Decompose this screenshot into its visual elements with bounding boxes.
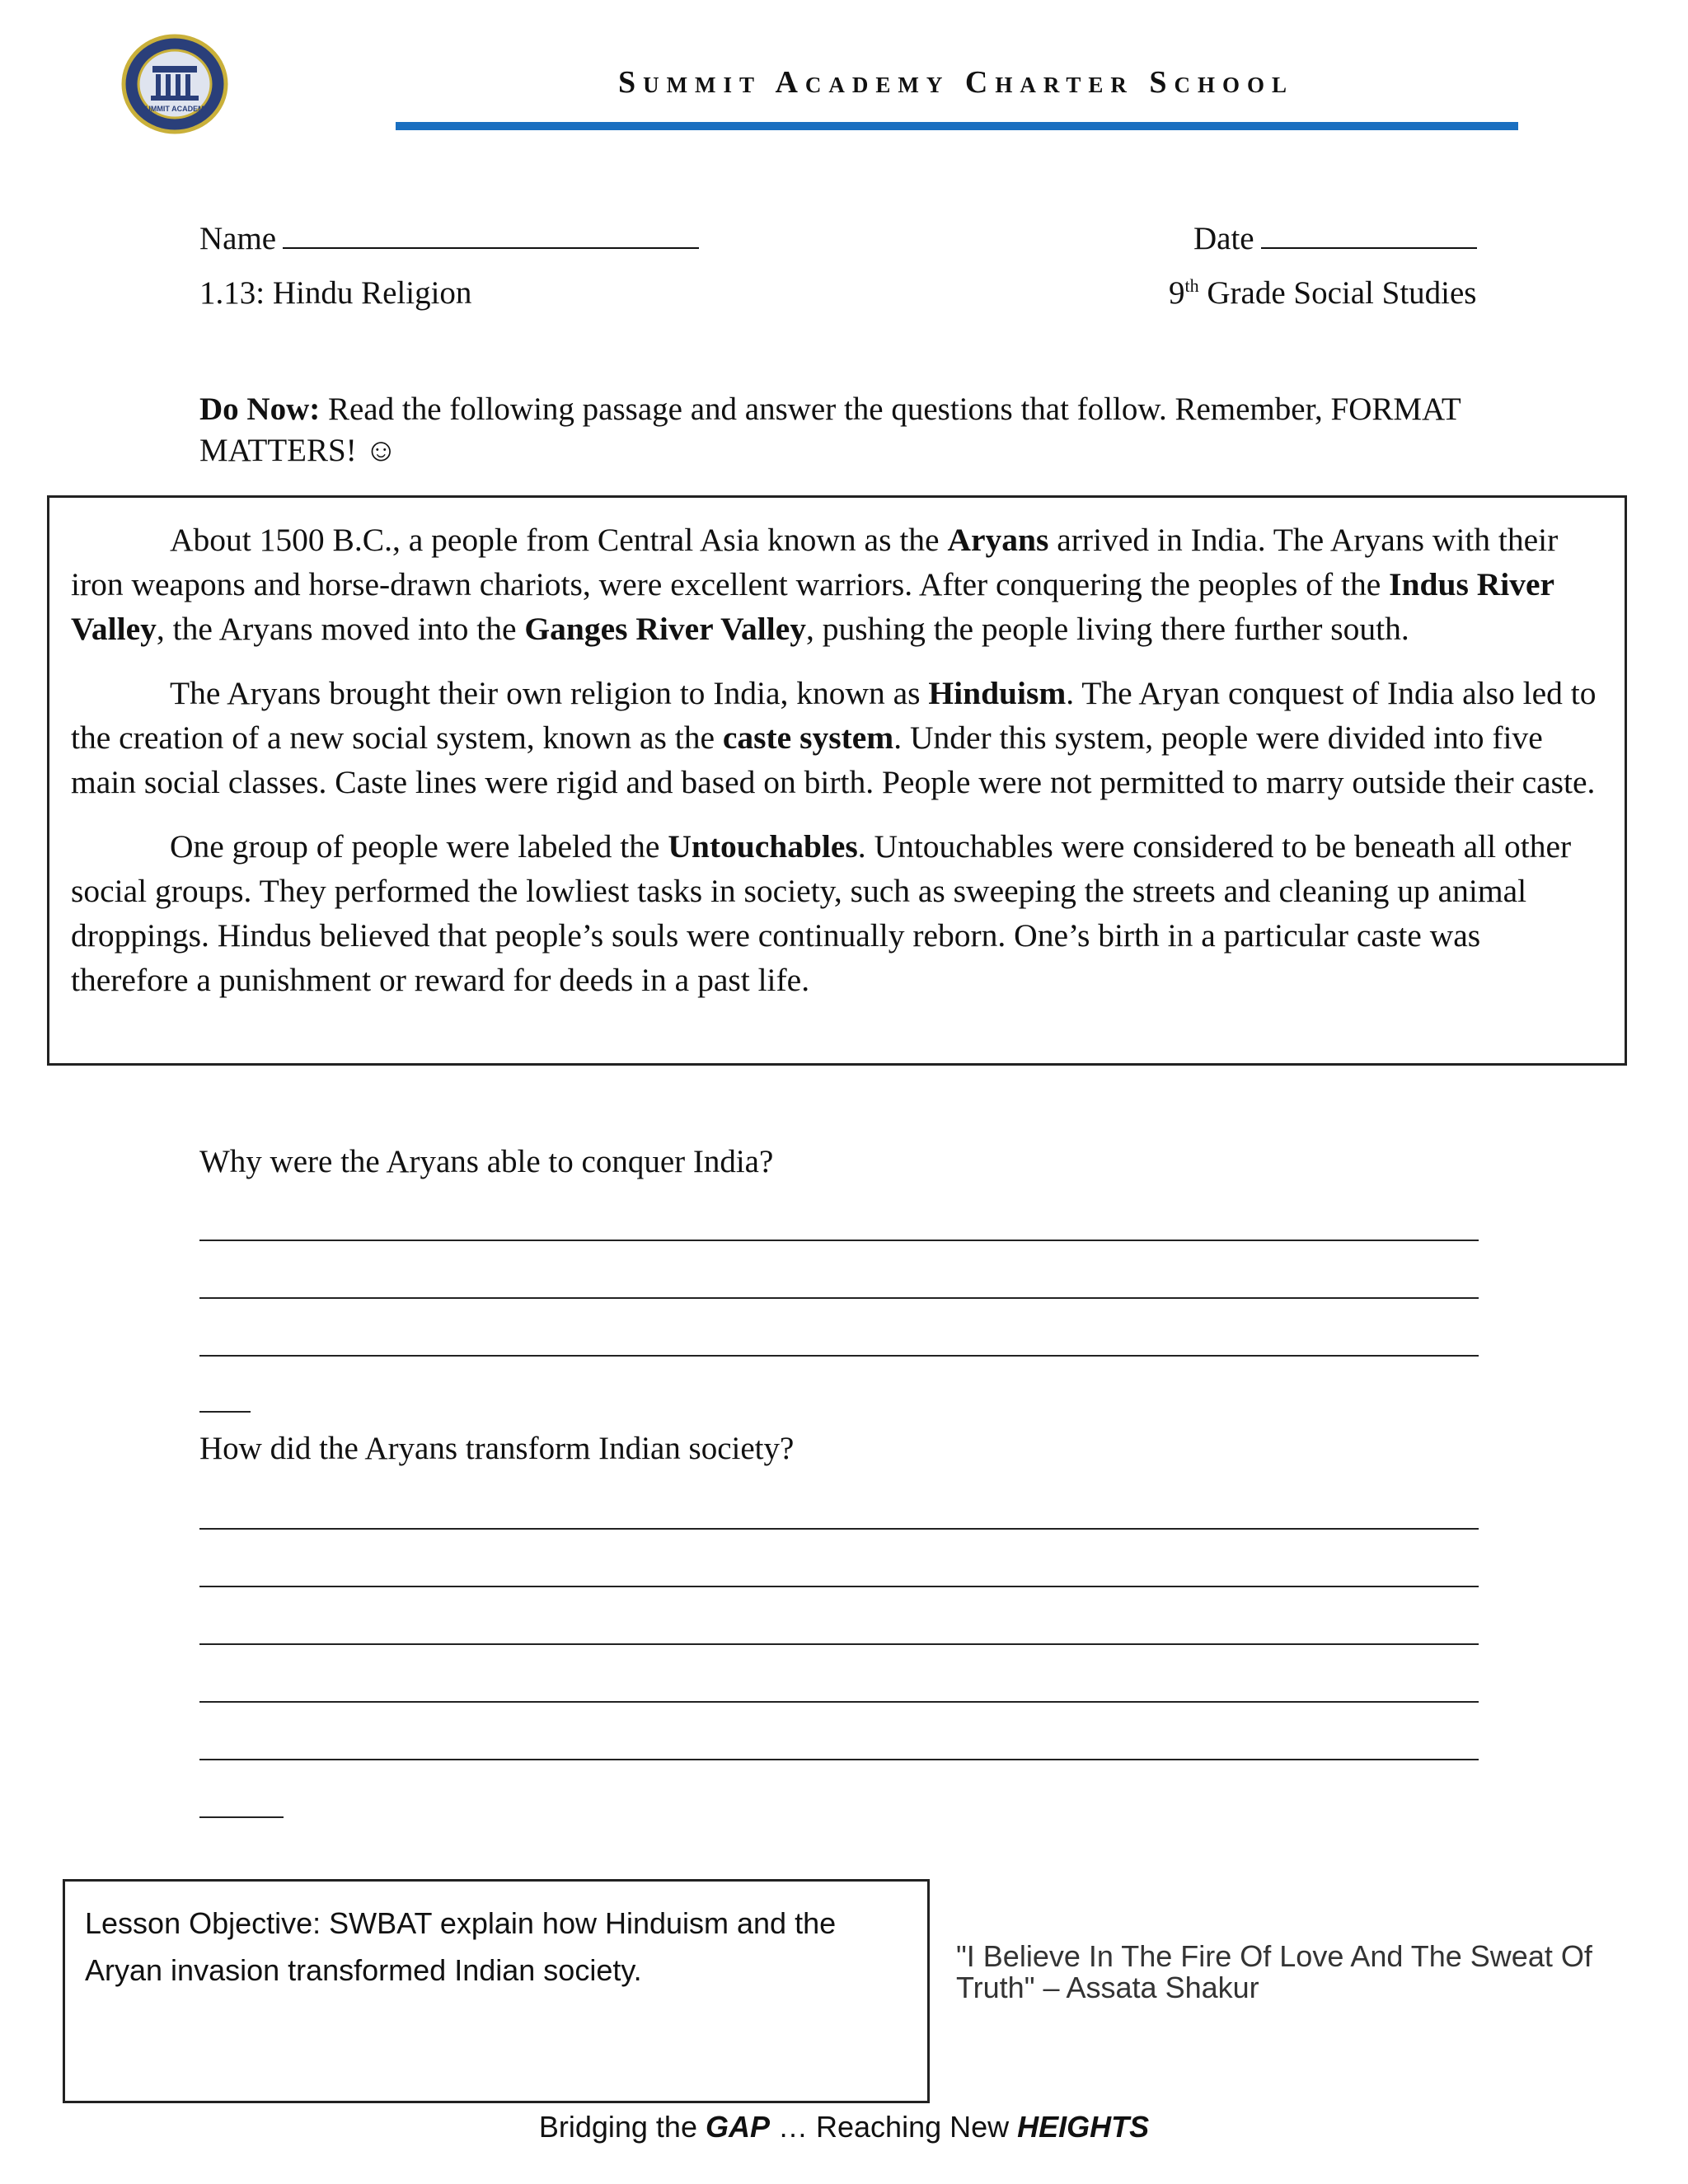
date-field[interactable] <box>1193 216 1477 259</box>
logo-text: SUMMIT ACADEMY <box>140 105 209 113</box>
date-label: Date <box>1193 221 1254 256</box>
passage-key-term: Hinduism <box>928 675 1067 711</box>
name-label: Name <box>199 221 277 256</box>
passage-key-term: caste system <box>722 719 894 756</box>
grade-course <box>1169 274 1476 313</box>
grade-number: 9 <box>1169 275 1185 311</box>
passage-text: . Under this system, people were divided into five main social classes. Caste lines were rigid and based on birth. People were not permitted to marry outside their caste. <box>71 719 1596 800</box>
grade-rest: Grade Social Studies <box>1198 275 1477 311</box>
do-now-label: Do Now: <box>199 391 321 427</box>
passage-text: , the Aryans moved into the <box>156 611 525 647</box>
answer-line[interactable] <box>199 1528 1479 1530</box>
passage-text: The Aryans brought their own religion to India, known as <box>170 675 929 711</box>
school-logo <box>120 33 231 136</box>
lesson-objective-box <box>63 1879 930 2103</box>
passage-text: . Untouchables were considered to be beneath all other social groups. They performed the lowliest tasks in society, such as sweeping the streets and cleaning up animal droppings. Hindus believed that people’s souls were continually reborn. One’s birth in a particular caste was therefore a punishment or reward for deeds in a past life. <box>71 828 1572 998</box>
question-1: Why were the Aryans able to conquer India? <box>199 1144 774 1179</box>
name-field[interactable] <box>199 216 699 259</box>
lesson-title: 1.13: Hindu Religion <box>199 275 472 311</box>
passage-text: . The Aryan conquest of India also led to the creation of a new social system, known as the <box>71 675 1597 756</box>
answer-line[interactable] <box>199 1586 1479 1587</box>
answer-line[interactable] <box>199 1297 1479 1299</box>
answer-line[interactable] <box>199 1701 1479 1703</box>
passage-text: About 1500 B.C., a people from Central Asia known as the <box>170 522 948 558</box>
do-now-instructions <box>199 389 1518 471</box>
footer-motto <box>0 2110 1688 2144</box>
passage-key-term: Untouchables <box>668 828 858 865</box>
question-2: How did the Aryans transform Indian society? <box>199 1431 795 1466</box>
header-rule <box>396 122 1518 130</box>
passage-paragraph-2 <box>71 671 1600 804</box>
footer-part-2: … Reaching New <box>770 2110 1018 2144</box>
do-now-text: Read the following passage and answer the questions that follow. Remember, FORMAT MATTERS! ☺ <box>199 391 1461 468</box>
lesson-objective-text: Lesson Objective: SWBAT explain how Hinduism and the Aryan invasion transformed Indian society. <box>85 1906 837 1987</box>
answer-line-short[interactable] <box>199 1816 284 1818</box>
passage-paragraph-3 <box>71 824 1600 1002</box>
answer-line[interactable] <box>199 1355 1479 1357</box>
footer-heights: HEIGHTS <box>1017 2110 1150 2144</box>
name-blank[interactable] <box>283 216 699 249</box>
quote: "I Believe In The Fire Of Love And The Sweat Of Truth" – Assata Shakur <box>956 1939 1592 2004</box>
date-blank[interactable] <box>1261 216 1477 249</box>
answer-line[interactable] <box>199 1240 1479 1241</box>
passage-text: , pushing the people living there further south. <box>806 611 1409 647</box>
footer-part-1: Bridging the <box>538 2110 706 2144</box>
grade-suffix: th <box>1184 275 1199 296</box>
passage-key-term: Aryans <box>947 522 1049 558</box>
passage-text: arrived in India. The Aryans with their iron weapons and horse-drawn chariots, were excellent warriors. After conquering the peoples of the <box>71 522 1559 602</box>
passage-key-term: Indus River Valley <box>71 566 1554 647</box>
passage-key-term: Ganges River Valley <box>524 611 807 647</box>
passage-text: One group of people were labeled the <box>170 828 668 865</box>
reading-passage-box <box>47 495 1627 1066</box>
answer-line-short[interactable] <box>199 1411 251 1413</box>
answer-line[interactable] <box>199 1759 1479 1760</box>
footer-gap: GAP <box>705 2110 770 2144</box>
answer-line[interactable] <box>199 1643 1479 1645</box>
school-name: Summit Academy Charter School <box>617 65 1295 100</box>
passage-paragraph-1 <box>71 518 1600 651</box>
